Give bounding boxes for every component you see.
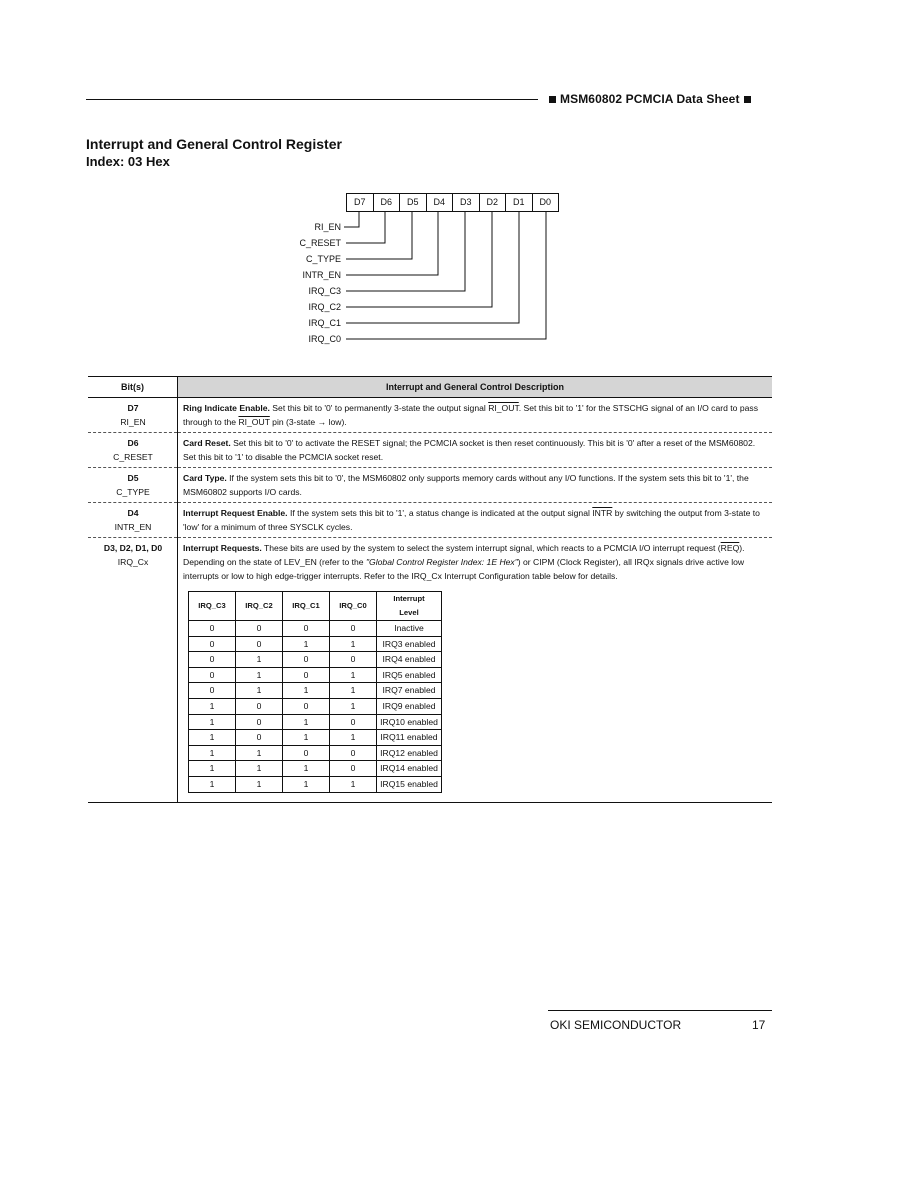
field-label: INTR_EN (302, 270, 341, 280)
header-description: Interrupt and General Control Description (178, 377, 773, 398)
irq-table-row (189, 683, 442, 699)
table-row (88, 538, 772, 803)
connector-line (346, 211, 412, 259)
connector-line (346, 211, 492, 307)
bit-cell (88, 433, 178, 468)
field-label: IRQ_C0 (308, 334, 341, 344)
irq-bit-cell: 1 (236, 761, 283, 777)
irq-bit-cell: 1 (236, 776, 283, 792)
irq-table-row (189, 714, 442, 730)
irq-bit-cell: 0 (330, 652, 377, 668)
irq-bit-cell: 1 (236, 667, 283, 683)
table-header-row (88, 377, 772, 398)
connector-line (346, 211, 385, 243)
footer-rule (548, 1010, 772, 1011)
register-description-table (88, 376, 772, 803)
irq-bit-cell: 0 (283, 698, 330, 714)
bit-cell (88, 398, 178, 433)
table-row (88, 468, 772, 503)
irq-bit-cell: 0 (330, 761, 377, 777)
irq-header-row (189, 592, 442, 621)
irq-bit-cell: 0 (236, 698, 283, 714)
section-title: Interrupt and General Control Register (86, 136, 342, 152)
description-text: If the system sets this bit to '0', the MSM60802 only supports memory cards without any I/O functions. If the system sets this bit to '1', the MSM60802 supports I/O cards. (183, 473, 749, 497)
description-text: Set this bit to '0' to activate the RESET signal; the PCMCIA socket is then reset continuously. This bit is '0' after a reset of the MSM60802. Set this bit to '1' to disable the PCMCIA socket reset. (183, 438, 756, 462)
bit-cell: D5 (400, 194, 427, 211)
irq-column-header: IRQ_C0 (330, 592, 377, 621)
square-bullet-icon (744, 96, 751, 103)
bit-field-name: IRQ_Cx (117, 557, 149, 567)
bit-number: D7 (127, 403, 139, 413)
irq-bit-cell: 0 (330, 745, 377, 761)
irq-table-body (189, 621, 442, 793)
signal-overbar: INTR (592, 508, 613, 518)
irq-bit-cell: 0 (283, 652, 330, 668)
bit-cell (88, 503, 178, 538)
irq-column-header: IRQ_C1 (283, 592, 330, 621)
description-text: These bits are used by the system to select the system interrupt signal, which reacts to a PCMCIA I/O interrupt request ( (261, 543, 721, 553)
irq-level-cell: IRQ7 enabled (377, 683, 442, 699)
description-text: pin (3-state → low). (269, 417, 347, 427)
connector-line (346, 211, 438, 275)
irq-column-header: Interrupt Level (377, 592, 442, 621)
connector-line (346, 211, 465, 291)
header-doc-title: MSM60802 PCMCIA Data Sheet (560, 92, 740, 106)
bit-field-labels (299, 221, 341, 349)
irq-level-cell: IRQ9 enabled (377, 698, 442, 714)
irq-bit-cell: 0 (236, 730, 283, 746)
irq-table-row (189, 745, 442, 761)
irq-bit-cell: 1 (330, 698, 377, 714)
irq-bit-cell: 1 (189, 698, 236, 714)
description-keyword: Interrupt Requests. (183, 543, 262, 553)
description-text: . Set this bit to '1' for the STSCHG signal of an I/O card to pass through to the (183, 403, 758, 427)
irq-bit-cell: 1 (283, 730, 330, 746)
connector-line (346, 211, 519, 323)
description-paragraph (183, 541, 768, 583)
irq-bit-cell: 1 (189, 761, 236, 777)
irq-table-row (189, 667, 442, 683)
irq-bit-cell: 1 (189, 730, 236, 746)
irq-bit-cell: 1 (330, 667, 377, 683)
description-keyword: Card Reset. (183, 438, 231, 448)
bit-cell: D7 (347, 194, 374, 211)
irq-bit-cell: 0 (189, 636, 236, 652)
reference-italic: "Global Control Register Index: 1E Hex" (365, 557, 518, 567)
signal-overbar: RI_OUT (488, 403, 519, 413)
description-keyword: Interrupt Request Enable. (183, 508, 288, 518)
irq-level-cell: IRQ11 enabled (377, 730, 442, 746)
register-bit-row (346, 193, 559, 212)
bit-cell (88, 468, 178, 503)
irq-bit-cell: 1 (236, 683, 283, 699)
bit-field-name: C_TYPE (116, 487, 150, 497)
bit-cell: D3 (453, 194, 480, 211)
irq-bit-cell: 1 (330, 683, 377, 699)
description-keyword: Ring Indicate Enable. (183, 403, 270, 413)
description-text: Set this bit to '0' to permanently 3-state the output signal (269, 403, 489, 413)
irq-table-row (189, 761, 442, 777)
irq-bit-cell: 1 (283, 761, 330, 777)
bit-field-name: RI_EN (120, 417, 146, 427)
irq-table-row (189, 636, 442, 652)
description-text: ) or CIPM (Clock Register), all IRQx signals drive active low interrupts or low to high edge-trigger interrupts. Refer to the IRQ_Cx Interrupt Configuration table below for details. (183, 557, 745, 581)
irq-column-header: IRQ_C3 (189, 592, 236, 621)
irq-level-cell: Inactive (377, 621, 442, 637)
bit-cell: D1 (506, 194, 533, 211)
description-cell (178, 468, 773, 503)
irq-table-row (189, 621, 442, 637)
field-label: IRQ_C3 (308, 286, 341, 296)
description-cell (178, 433, 773, 468)
description-cell (178, 538, 773, 803)
irq-bit-cell: 0 (330, 621, 377, 637)
irq-level-cell: IRQ10 enabled (377, 714, 442, 730)
irq-bit-cell: 0 (283, 745, 330, 761)
irq-bit-cell: 0 (236, 621, 283, 637)
irq-bit-cell: 0 (189, 652, 236, 668)
irq-bit-cell: 1 (283, 714, 330, 730)
bit-cell: D4 (427, 194, 454, 211)
irq-bit-cell: 0 (330, 714, 377, 730)
table-row (88, 433, 772, 468)
irq-bit-cell: 0 (189, 683, 236, 699)
irq-bit-cell: 0 (283, 667, 330, 683)
irq-bit-cell: 1 (283, 776, 330, 792)
irq-table-row (189, 730, 442, 746)
irq-bit-cell: 1 (283, 636, 330, 652)
description-text: ). Depending on the state of LEV_EN (refer to the (183, 543, 745, 567)
irq-level-cell: IRQ14 enabled (377, 761, 442, 777)
document-header (545, 92, 755, 106)
bit-cell: D2 (480, 194, 507, 211)
field-label: RI_EN (314, 222, 341, 232)
header-bits: Bit(s) (88, 377, 178, 398)
irq-configuration-table (188, 591, 442, 793)
bit-number: D4 (127, 508, 139, 518)
footer-company: OKI SEMICONDUCTOR (550, 1018, 682, 1032)
irq-bit-cell: 1 (283, 683, 330, 699)
irq-level-cell: IRQ3 enabled (377, 636, 442, 652)
irq-column-header: IRQ_C2 (236, 592, 283, 621)
bit-number: D6 (127, 438, 139, 448)
irq-table-row (189, 698, 442, 714)
irq-bit-cell: 1 (189, 776, 236, 792)
irq-table-row (189, 652, 442, 668)
irq-bit-cell: 1 (330, 776, 377, 792)
bit-field-name: C_RESET (113, 452, 153, 462)
bit-cell (88, 538, 178, 803)
irq-bit-cell: 0 (189, 667, 236, 683)
description-text: by switching the output from 3-state to 'low' for a minimum of three SYSCLK cycles. (183, 508, 760, 532)
field-label: IRQ_C2 (308, 302, 341, 312)
field-label: C_RESET (299, 238, 341, 248)
irq-bit-cell: 1 (330, 636, 377, 652)
description-cell (178, 503, 773, 538)
field-label: C_TYPE (305, 254, 341, 264)
irq-bit-cell: 1 (189, 714, 236, 730)
signal-overbar: $\overline{REQ}$ (720, 543, 740, 553)
irq-level-cell: IRQ12 enabled (377, 745, 442, 761)
connector-line (346, 211, 546, 339)
irq-bit-cell: 0 (189, 621, 236, 637)
irq-level-cell: IRQ4 enabled (377, 652, 442, 668)
irq-level-cell: IRQ15 enabled (377, 776, 442, 792)
irq-bit-cell: 1 (236, 745, 283, 761)
irq-bit-cell: 1 (189, 745, 236, 761)
header-rule (86, 99, 538, 100)
irq-bit-cell: 0 (236, 714, 283, 730)
square-bullet-icon (549, 96, 556, 103)
description-keyword: Card Type. (183, 473, 227, 483)
bit-number: D3, D2, D1, D0 (103, 543, 163, 553)
bit-field-name: INTR_EN (114, 522, 152, 532)
connector-line (344, 211, 359, 227)
irq-bit-cell: 1 (330, 730, 377, 746)
irq-table-row (189, 776, 442, 792)
irq-bit-cell: 0 (236, 636, 283, 652)
table-row (88, 503, 772, 538)
bit-cell: D6 (374, 194, 401, 211)
irq-level-cell: IRQ5 enabled (377, 667, 442, 683)
signal-overbar: RI_OUT (238, 417, 270, 427)
description-cell (178, 398, 773, 433)
irq-bit-cell: 0 (283, 621, 330, 637)
section-index: Index: 03 Hex (86, 154, 170, 169)
description-text: If the system sets this bit to '1', a status change is indicated at the output signal (287, 508, 593, 518)
page-number: 17 (752, 1018, 766, 1032)
bit-cell: D0 (539, 197, 551, 207)
field-label: IRQ_C1 (308, 318, 341, 328)
table-row (88, 398, 772, 433)
bit-number: D5 (127, 473, 139, 483)
irq-bit-cell: 1 (236, 652, 283, 668)
